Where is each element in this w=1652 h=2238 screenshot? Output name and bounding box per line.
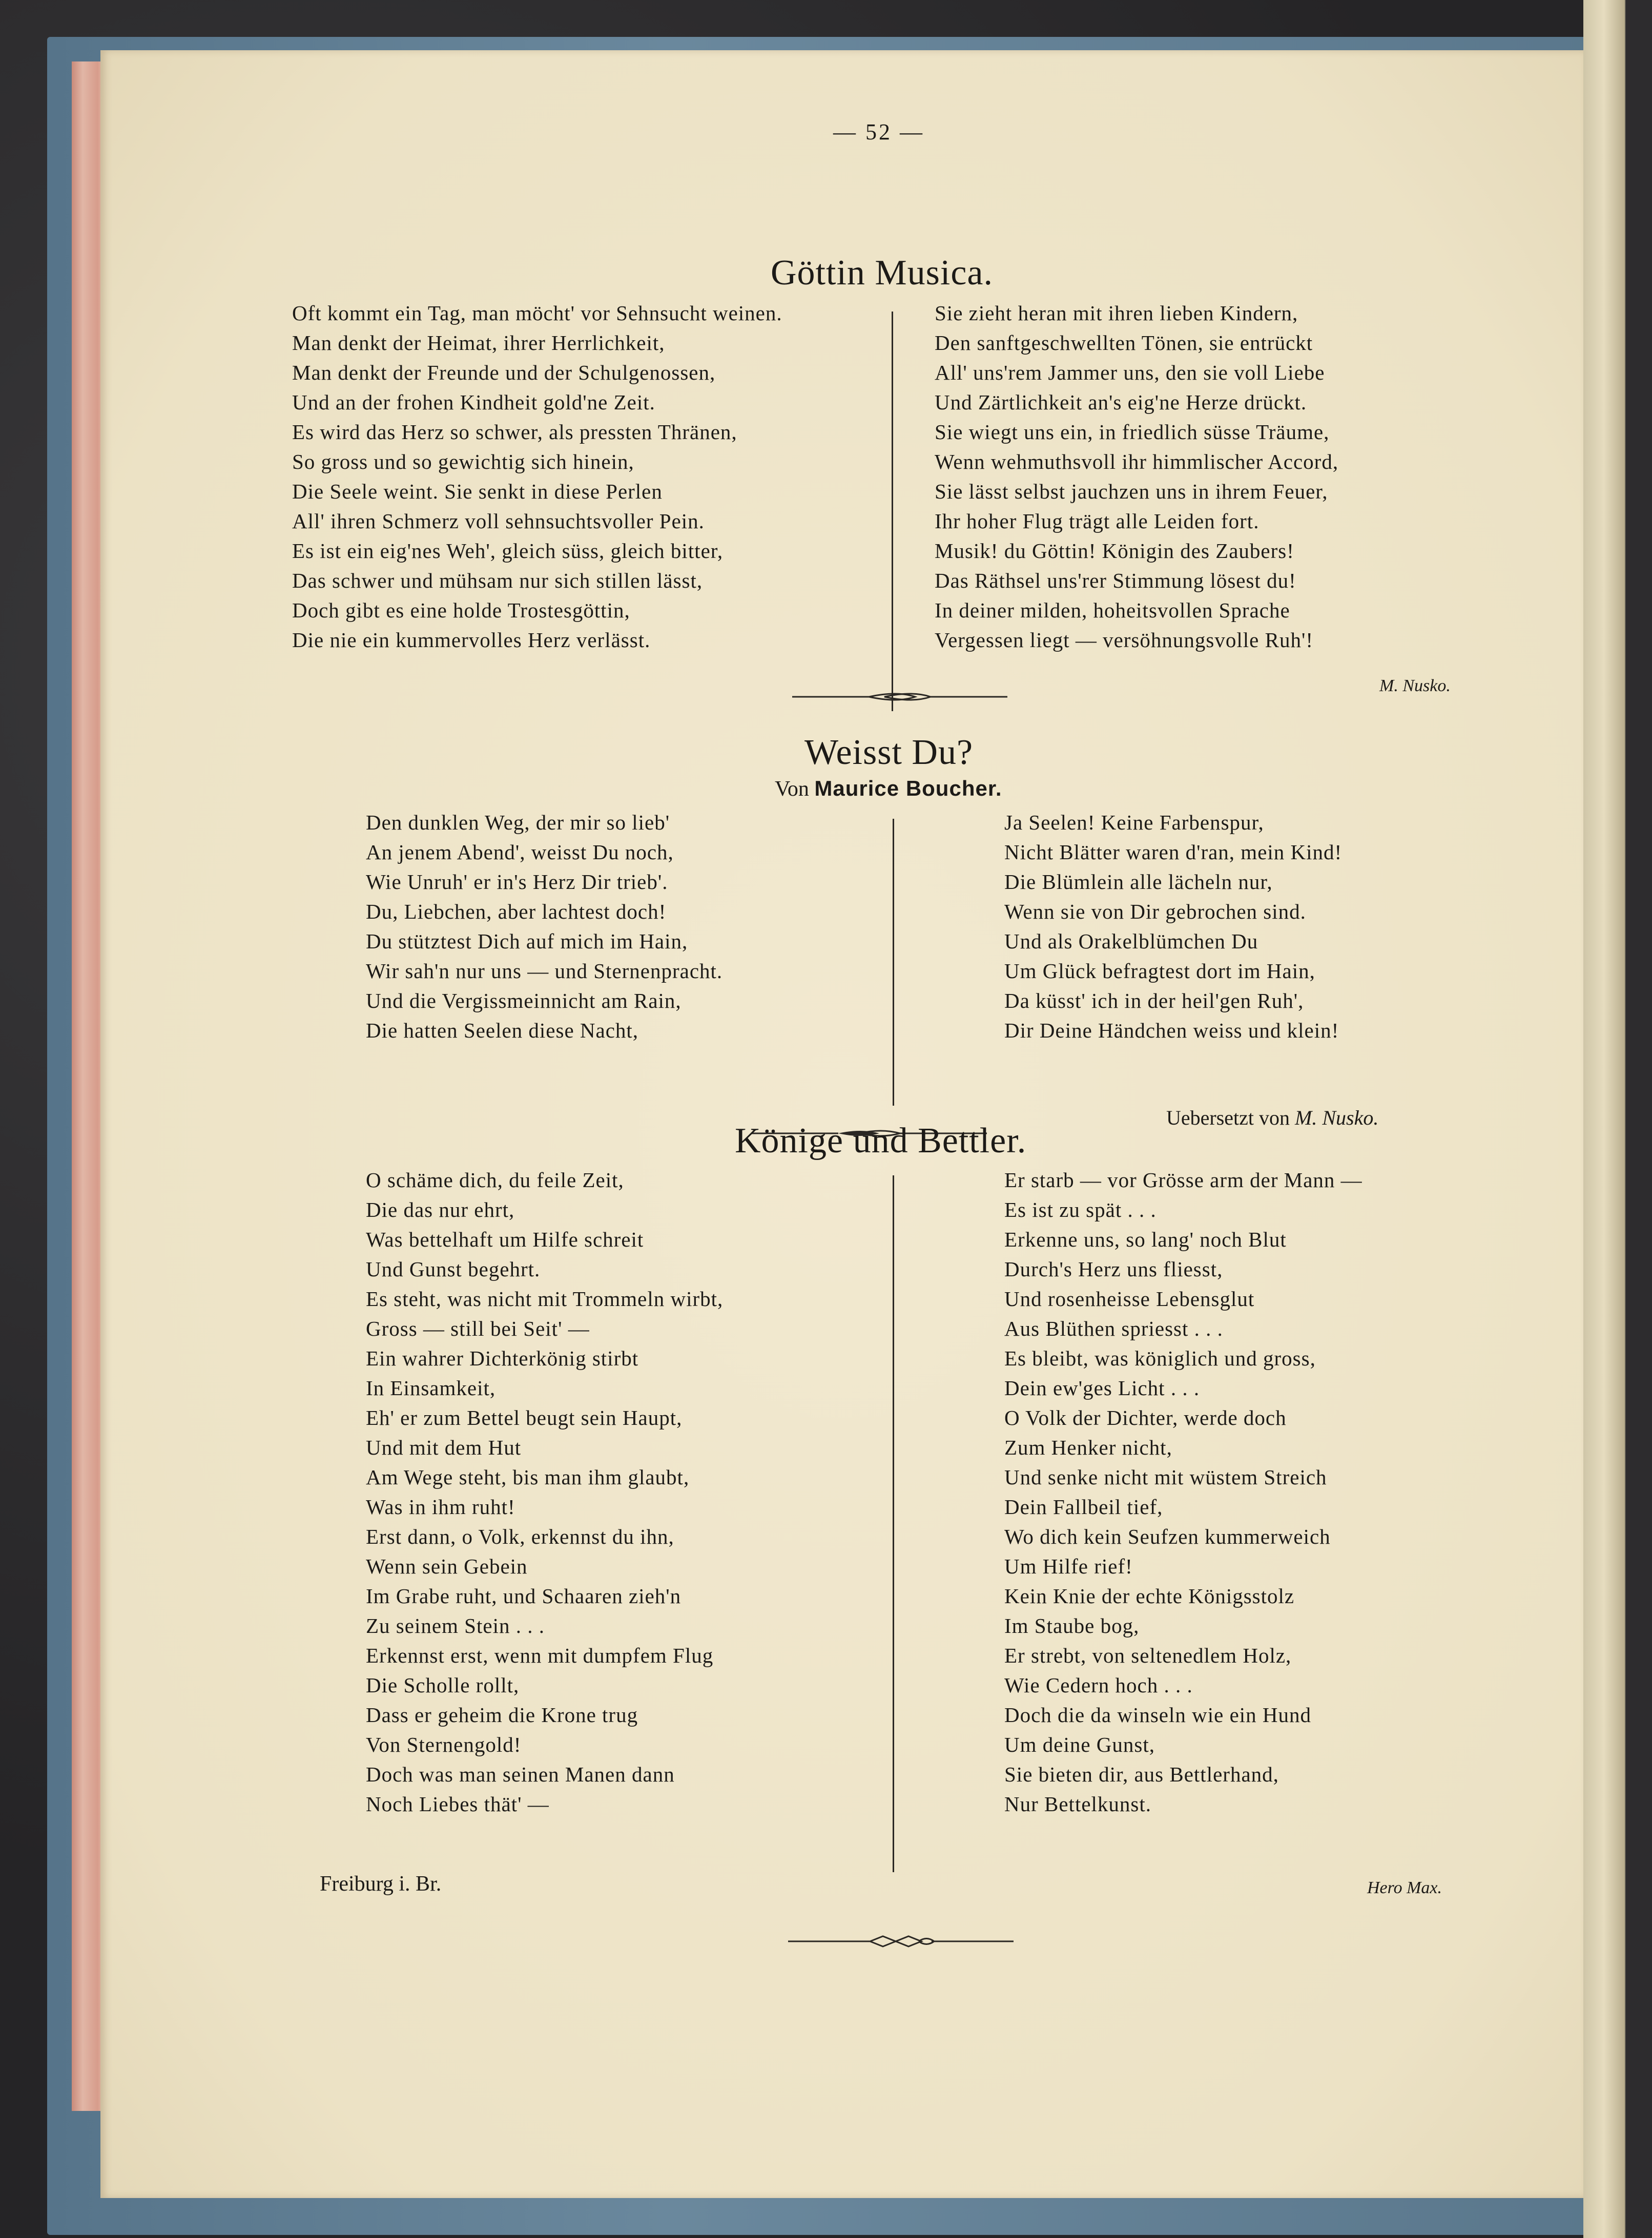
poem-line: Was bettelhaft um Hilfe schreit [366, 1228, 644, 1251]
poem-line: Und rosenheisse Lebensglut [1004, 1287, 1255, 1311]
translator-name: M. Nusko. [1295, 1106, 1379, 1129]
poem3-left-column [366, 1165, 723, 1819]
poem-line: Wenn sein Gebein [366, 1555, 528, 1578]
poem-line: Um Hilfe rief! [1004, 1555, 1133, 1578]
poem-line: Und Zärtlichkeit an's eig'ne Herze drückt. [935, 390, 1307, 414]
poem-line: Er starb — vor Grösse arm der Mann — [1004, 1168, 1362, 1192]
poem1-title: Göttin Musica. [771, 253, 993, 293]
poem-line: Wir sah'n nur uns — und Sternenpracht. [366, 959, 723, 983]
poem-line: Die Scholle rollt, [366, 1673, 520, 1697]
poem2-right-column [1004, 807, 1342, 1045]
poem-line: Du, Liebchen, aber lachtest doch! [366, 900, 667, 923]
poem-line: Wenn sie von Dir gebrochen sind. [1004, 900, 1306, 923]
poem-line: Die Seele weint. Sie senkt in diese Perlen [292, 480, 663, 503]
poem-line: Dein Fallbeil tief, [1004, 1495, 1163, 1519]
poem1-signature: M. Nusko. [1379, 676, 1451, 695]
poem-line: Die nie ein kummervolles Herz verlässt. [292, 628, 651, 652]
poem-line: Und als Orakelblümchen Du [1004, 929, 1258, 953]
poem-line: An jenem Abend', weisst Du noch, [366, 840, 674, 864]
poem-line: Sie wiegt uns ein, in friedlich süsse Träume, [935, 420, 1330, 444]
poem-line: Und die Vergissmeinnicht am Rain, [366, 989, 682, 1012]
poem-line: Man denkt der Heimat, ihrer Herrlichkeit, [292, 331, 665, 355]
poem2-left-column [366, 807, 722, 1045]
poem-line: Im Staube bog, [1004, 1614, 1140, 1638]
poem-line: Ja Seelen! Keine Farbenspur, [1004, 811, 1264, 834]
poem-line: Und mit dem Hut [366, 1436, 522, 1459]
poem-line: Wo dich kein Seufzen kummerweich [1004, 1525, 1331, 1548]
poem-line: Erkenne uns, so lang' noch Blut [1004, 1228, 1287, 1251]
poem-line: Sie lässt selbst jauchzen uns in ihrem Feuer, [935, 480, 1328, 503]
poem-line: Zum Henker nicht, [1004, 1436, 1172, 1459]
poem-line: Dein ew'ges Licht . . . [1004, 1376, 1200, 1400]
poem-line: Ihr hoher Flug trägt alle Leiden fort. [935, 509, 1259, 533]
poem2-divider [893, 819, 894, 1106]
poem-line: Am Wege steht, bis man ihm glaubt, [366, 1465, 690, 1489]
poem-line: Nicht Blätter waren d'ran, mein Kind! [1004, 840, 1343, 864]
poem-line: Was in ihm ruht! [366, 1495, 515, 1519]
poem-line: Wie Unruh' er in's Herz Dir trieb'. [366, 870, 668, 894]
poem-line: Wenn wehmuthsvoll ihr himmlischer Accord, [935, 450, 1339, 473]
poem-line: So gross und so gewichtig sich hinein, [292, 450, 634, 473]
poem3-divider [893, 1175, 894, 1872]
poem-line: O Volk der Dichter, werde doch [1004, 1406, 1287, 1429]
poem-line: Und an der frohen Kindheit gold'ne Zeit. [292, 390, 655, 414]
poem-line: Wie Cedern hoch . . . [1004, 1673, 1193, 1697]
poem-line: Oft kommt ein Tag, man möcht' vor Sehnsucht weinen. [292, 301, 782, 325]
poem-line: Er strebt, von seltenedlem Holz, [1004, 1644, 1292, 1667]
poem3-place: Freiburg i. Br. [320, 1872, 442, 1896]
poem-line: All' uns'rem Jammer uns, den sie voll Liebe [935, 361, 1325, 384]
poem-line: Den dunklen Weg, der mir so lieb' [366, 811, 670, 834]
poem-line: Kein Knie der echte Königsstolz [1004, 1584, 1295, 1608]
poem-line: Sie bieten dir, aus Bettlerhand, [1004, 1763, 1279, 1786]
ornament-divider-1 [792, 689, 1007, 705]
poem-line: Dir Deine Händchen weiss und klein! [1004, 1019, 1339, 1042]
poem1-right-column [935, 298, 1338, 655]
poem-line: Gross — still bei Seit' — [366, 1317, 590, 1340]
poem1-left-column [292, 298, 782, 655]
poem-line: Um deine Gunst, [1004, 1733, 1155, 1756]
poem-line: Es wird das Herz so schwer, als pressten Thränen, [292, 420, 737, 444]
poem-line: Es ist ein eig'nes Weh', gleich süss, gleich bitter, [292, 539, 724, 563]
poem-line: Die hatten Seelen diese Nacht, [366, 1019, 639, 1042]
poem-line: Zu seinem Stein . . . [366, 1614, 545, 1638]
poem-line: Doch die da winseln wie ein Hund [1004, 1703, 1312, 1727]
poem-line: Das schwer und mühsam nur sich stillen lässt, [292, 569, 703, 592]
poem2-translator [1166, 1108, 1378, 1128]
poem-line: O schäme dich, du feile Zeit, [366, 1168, 624, 1192]
poem2-byline [775, 778, 1002, 800]
page [100, 50, 1583, 2198]
poem-line: Dass er geheim die Krone trug [366, 1703, 638, 1727]
poem-line: Ein wahrer Dichterkönig stirbt [366, 1346, 639, 1370]
poem-line: Vergessen liegt — versöhnungsvolle Ruh'! [935, 628, 1313, 652]
poem-line: Durch's Herz uns fliesst, [1004, 1257, 1223, 1281]
poem-line: In Einsamkeit, [366, 1376, 496, 1400]
poem-line: Von Sternengold! [366, 1733, 522, 1756]
poem-line: Sie zieht heran mit ihren lieben Kindern, [935, 301, 1298, 325]
poem2-title: Weisst Du? [804, 733, 974, 772]
poem-line: Du stütztest Dich auf mich im Hain, [366, 929, 688, 953]
poem-line: Da küsst' ich in der heil'gen Ruh', [1004, 989, 1304, 1012]
poem3-right-column [1004, 1165, 1362, 1819]
poem-line: Erst dann, o Volk, erkennst du ihn, [366, 1525, 674, 1548]
poem-line: Man denkt der Freunde und der Schulgenossen, [292, 361, 716, 384]
poem-line: Es ist zu spät . . . [1004, 1198, 1157, 1221]
poem-line: Nur Bettelkunst. [1004, 1792, 1152, 1816]
poem-line: Das Räthsel uns'rer Stimmung lösest du! [935, 569, 1296, 592]
poem-line: Die das nur ehrt, [366, 1198, 515, 1221]
poem3-title: Könige und Bettler. [735, 1121, 1027, 1161]
poem-line: Es bleibt, was königlich und gross, [1004, 1346, 1316, 1370]
poem-line: Noch Liebes thät' — [366, 1792, 549, 1816]
poem2-byline-prefix: Von [775, 777, 809, 801]
poem-line: Aus Blüthen spriesst . . . [1004, 1317, 1223, 1340]
poem-line: Und Gunst begehrt. [366, 1257, 541, 1281]
poem-line: All' ihren Schmerz voll sehnsuchtsvoller Pein. [292, 509, 705, 533]
poem-line: In deiner milden, hoheitsvollen Sprache [935, 598, 1290, 622]
page-number: — 52 — [833, 119, 924, 144]
poem-line: Den sanftgeschwellten Tönen, sie entrückt [935, 331, 1313, 355]
poem-line: Um Glück befragtest dort im Hain, [1004, 959, 1315, 983]
poem-line: Und senke nicht mit wüstem Streich [1004, 1465, 1327, 1489]
poem1-divider [892, 312, 893, 711]
poem-line: Musik! du Göttin! Königin des Zaubers! [935, 539, 1294, 563]
poem-line: Im Grabe ruht, und Schaaren zieh'n [366, 1584, 682, 1608]
translator-prefix: Uebersetzt von [1166, 1106, 1290, 1129]
poem-line: Doch was man seinen Manen dann [366, 1763, 675, 1786]
poem-line: Erkennst erst, wenn mit dumpfem Flug [366, 1644, 714, 1667]
poem3-signature: Hero Max. [1367, 1878, 1442, 1897]
poem2-author: Maurice Boucher. [814, 776, 1002, 800]
ornament-divider-3 [788, 1934, 1014, 1949]
poem-line: Eh' er zum Bettel beugt sein Haupt, [366, 1406, 683, 1429]
poem-line: Die Blümlein alle lächeln nur, [1004, 870, 1273, 894]
poem-line: Es steht, was nicht mit Trommeln wirbt, [366, 1287, 724, 1311]
page-edge [1583, 0, 1652, 2238]
poem-line: Doch gibt es eine holde Trostesgöttin, [292, 598, 630, 622]
